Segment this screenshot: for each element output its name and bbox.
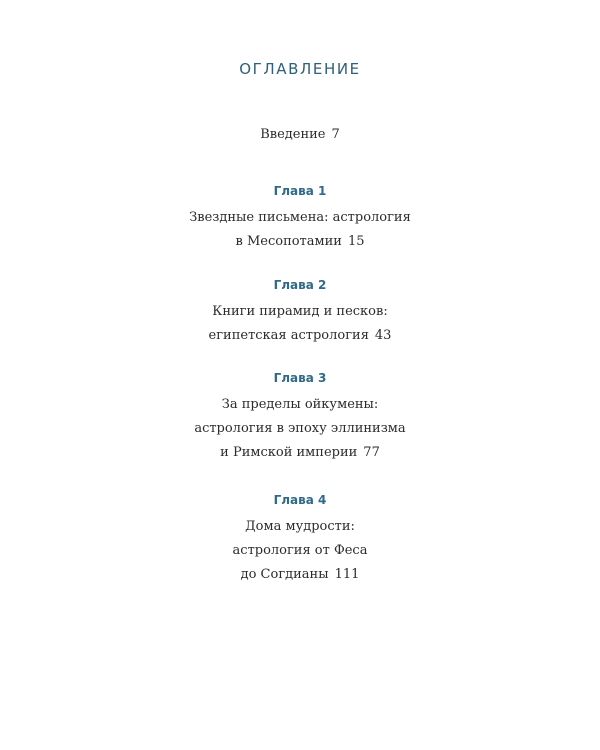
toc-entry-chapter-1[interactable] — [0, 182, 600, 254]
chapter-3-title-line-3-text: и Римской империи — [220, 445, 358, 460]
chapter-2-title-line-1: Книги пирамид и песков: — [212, 304, 388, 319]
intro-label: Введение — [260, 127, 326, 142]
chapter-1-title-line-2 — [0, 230, 600, 254]
chapter-1-page-number: 15 — [347, 234, 365, 249]
chapter-4-page-number: 111 — [334, 567, 360, 582]
chapter-4-title-line-3-text: до Согдианы — [240, 567, 329, 582]
toc-title: ОГЛАВЛЕНИЕ — [239, 60, 361, 78]
chapter-4-title-line-2: астрология от Феса — [232, 543, 368, 558]
chapter-3-title-line-2: астрология в эпоху эллинизма — [194, 421, 406, 436]
chapter-3-label: Глава 3 — [273, 371, 327, 385]
chapter-1-title-line-1: Звездные письмена: астрология — [189, 210, 411, 225]
chapter-2-label: Глава 2 — [273, 278, 327, 292]
chapter-4-title-line-3 — [0, 563, 600, 587]
chapter-3-page-number: 77 — [363, 445, 380, 460]
chapter-1-title-line-2-text: в Месопотамии — [235, 234, 342, 249]
chapter-2-title-line-2 — [0, 324, 600, 348]
toc-entry-intro[interactable] — [0, 127, 600, 142]
chapter-3-title-line-3 — [0, 441, 600, 465]
chapter-2-page-number: 43 — [374, 328, 392, 343]
intro-page-number: 7 — [331, 127, 340, 142]
toc-entry-chapter-4[interactable] — [0, 491, 600, 587]
chapter-1-label: Глава 1 — [273, 184, 327, 198]
chapter-4-title-line-1: Дома мудрости: — [245, 519, 355, 534]
toc-entry-chapter-2[interactable] — [0, 276, 600, 348]
chapter-4-label: Глава 4 — [273, 493, 327, 507]
chapter-3-title-line-1: За пределы ойкумены: — [221, 397, 379, 412]
chapter-2-title-line-2-text: египетская астрология — [208, 328, 369, 343]
toc-entry-chapter-3[interactable] — [0, 369, 600, 465]
